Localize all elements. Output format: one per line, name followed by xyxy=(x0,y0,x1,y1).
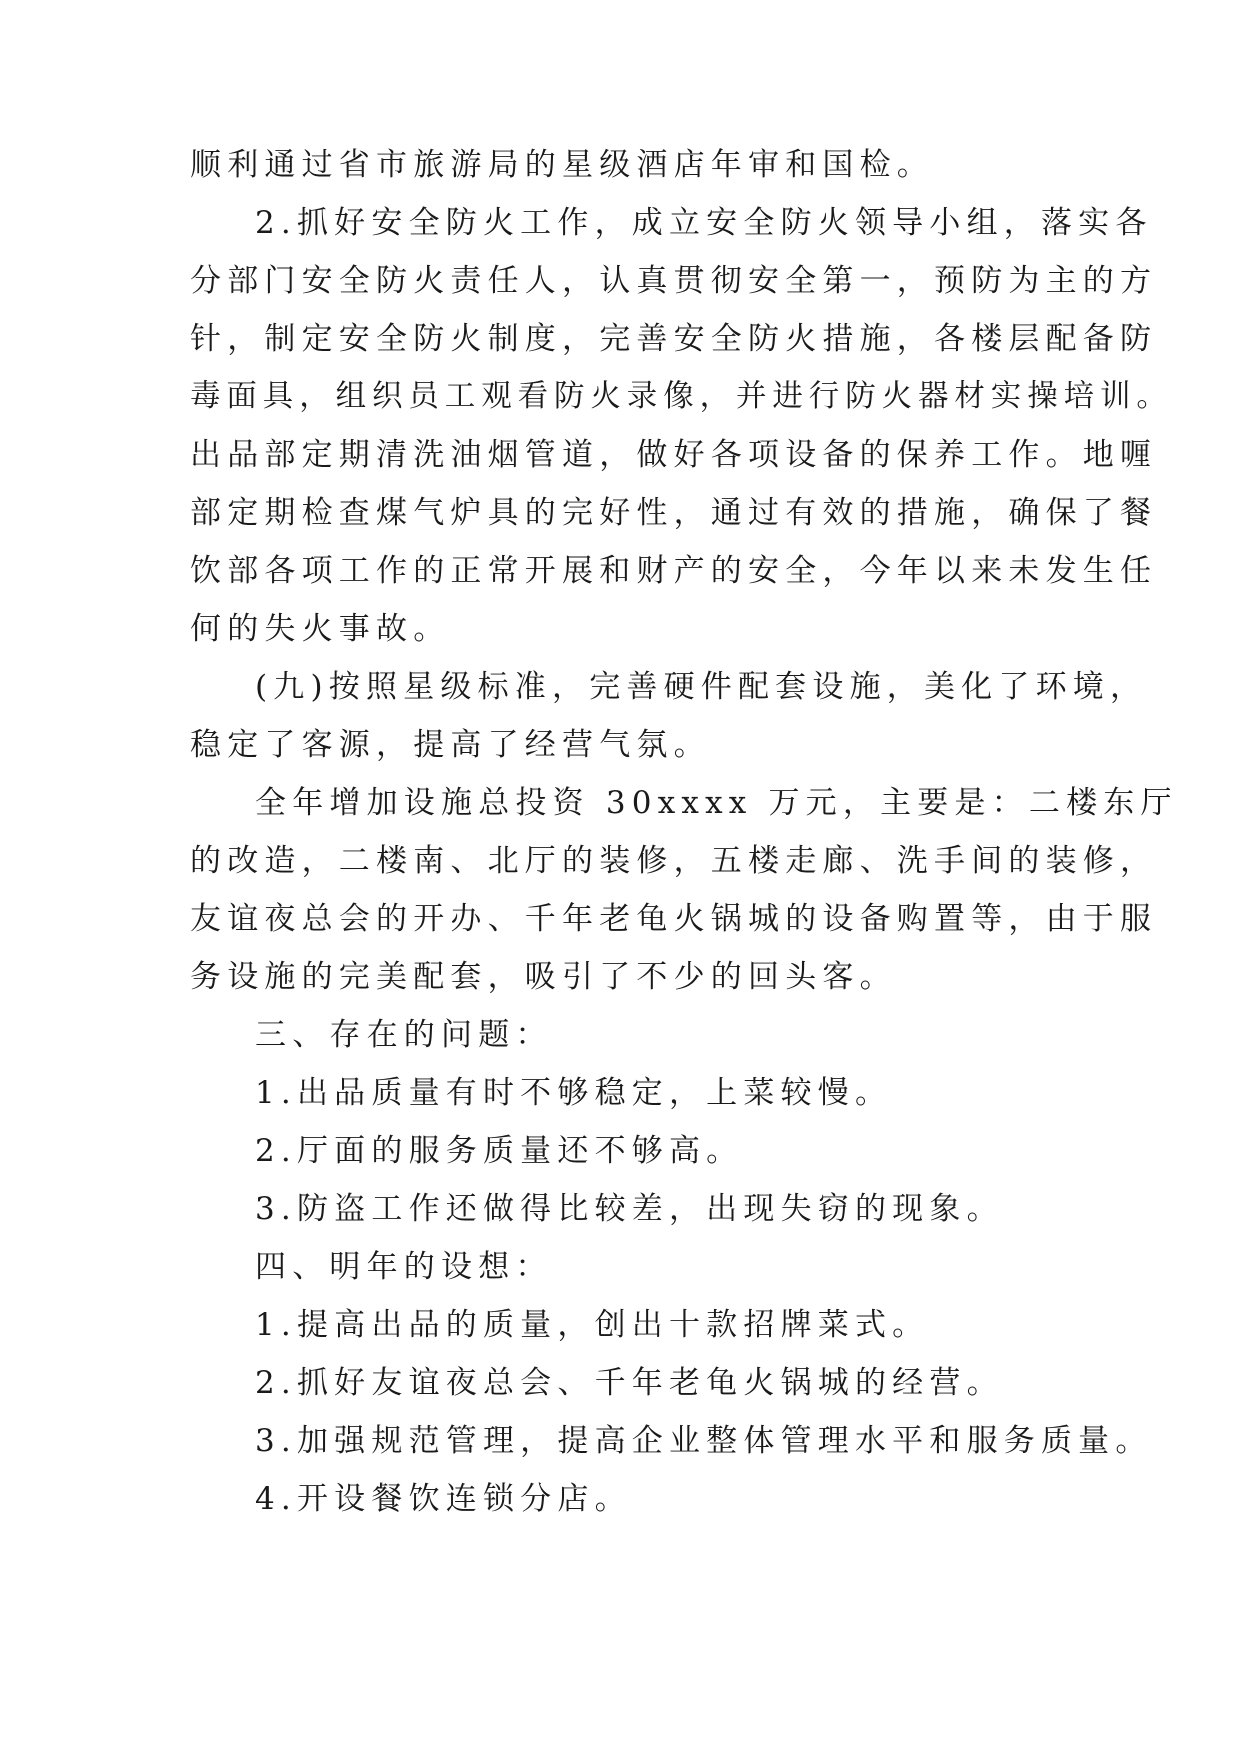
list-item: 4.开设餐饮连锁分店。 xyxy=(255,1481,632,1517)
list-item: 3.加强规范管理，提高企业整体管理水平和服务质量。 xyxy=(255,1423,1153,1459)
text-line: 友谊夜总会的开办、千年老龟火锅城的设备购置等，由于服 xyxy=(190,901,1158,937)
text-line: 2.抓好安全防火工作，成立安全防火领导小组，落实各 xyxy=(255,205,1153,241)
text-line: 全年增加设施总投资 30xxxx 万元，主要是：二楼东厅 xyxy=(255,785,1178,821)
text-line: 分部门安全防火责任人，认真贯彻安全第一，预防为主的方 xyxy=(190,263,1158,299)
text-line: 顺利通过省市旅游局的星级酒店年审和国检。 xyxy=(190,147,934,183)
text-line: 务设施的完美配套，吸引了不少的回头客。 xyxy=(190,959,897,995)
list-item: 2.抓好友谊夜总会、千年老龟火锅城的经营。 xyxy=(255,1365,1004,1401)
text-line: 出品部定期清洗油烟管道，做好各项设备的保养工作。地喱 xyxy=(190,437,1158,473)
list-item: 1.提高出品的质量，创出十款招牌菜式。 xyxy=(255,1307,930,1343)
section-heading: 三、存在的问题： xyxy=(255,1017,553,1053)
text-line: 何的失火事故。 xyxy=(190,611,451,647)
text-line: 部定期检查煤气炉具的完好性，通过有效的措施，确保了餐 xyxy=(190,495,1158,531)
text-line: (九)按照星级标准，完善硬件配套设施，美化了环境， xyxy=(255,669,1148,705)
text-line: 稳定了客源，提高了经营气氛。 xyxy=(190,727,711,763)
text-line: 的改造，二楼南、北厅的装修，五楼走廊、洗手间的装修， xyxy=(190,843,1158,879)
list-item: 1.出品质量有时不够稳定，上菜较慢。 xyxy=(255,1075,893,1111)
text-line: 针，制定安全防火制度，完善安全防火措施，各楼层配备防 xyxy=(190,321,1158,357)
text-line: 饮部各项工作的正常开展和财产的安全，今年以来未发生任 xyxy=(190,553,1158,589)
list-item: 3.防盗工作还做得比较差，出现失窃的现象。 xyxy=(255,1191,1004,1227)
list-item: 2.厅面的服务质量还不够高。 xyxy=(255,1133,744,1169)
section-heading: 四、明年的设想： xyxy=(255,1249,553,1285)
text-line: 毒面具，组织员工观看防火录像，并进行防火器材实操培训。 xyxy=(190,379,1173,414)
